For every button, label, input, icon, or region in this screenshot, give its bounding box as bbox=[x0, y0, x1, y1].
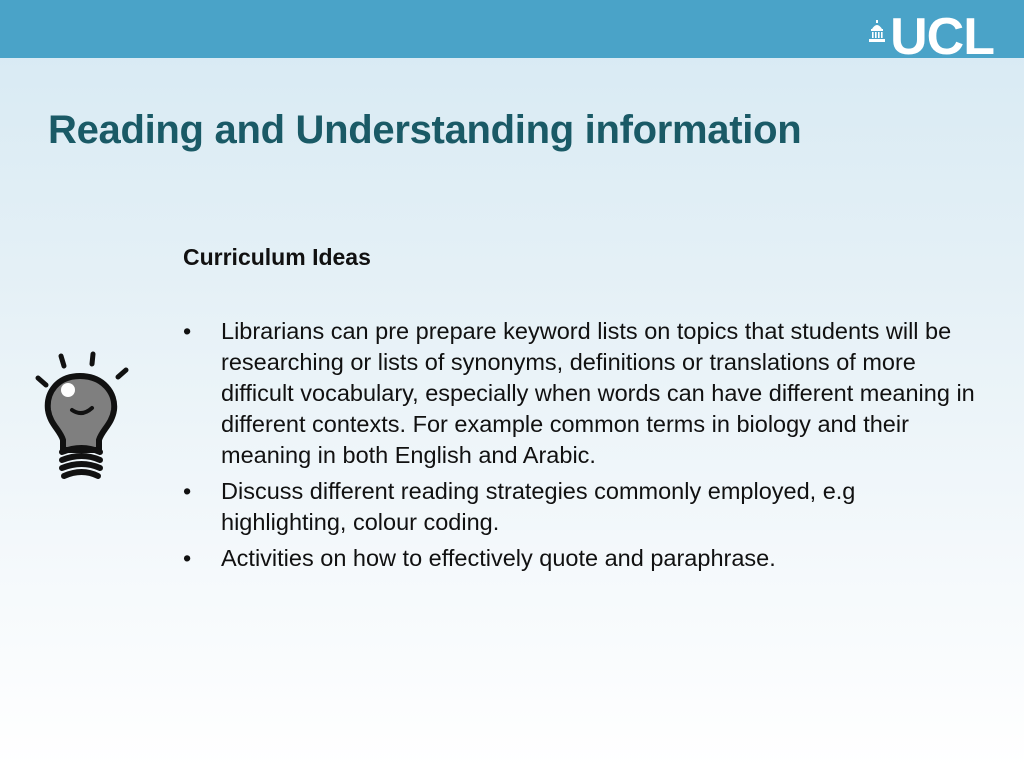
bullet-marker: • bbox=[183, 545, 192, 571]
bullet-marker: • bbox=[183, 478, 192, 504]
bullet-text: Discuss different reading strategies commonly employed, e.g highlighting, colour coding. bbox=[221, 478, 856, 535]
bullet-list bbox=[183, 316, 983, 579]
bullet-marker: • bbox=[183, 318, 192, 344]
portico-dome-icon bbox=[868, 20, 886, 42]
lightbulb-icon bbox=[32, 348, 132, 484]
slide-title: Reading and Understanding information bbox=[48, 108, 802, 152]
bullet-item bbox=[183, 316, 983, 471]
ucl-logo bbox=[868, 16, 994, 58]
bullet-item bbox=[183, 476, 983, 538]
logo-text: UCL bbox=[890, 16, 994, 58]
bullet-text: Activities on how to effectively quote and paraphrase. bbox=[221, 545, 776, 571]
bullet-text: Librarians can pre prepare keyword lists on topics that students will be researching or lists of synonyms, definitions or translations of more difficult vocabulary, especially when words can have different meaning in different contexts. For example common terms in biology and their meaning in both English and Arabic. bbox=[221, 318, 975, 468]
slide-subheading: Curriculum Ideas bbox=[183, 244, 371, 270]
bullet-item bbox=[183, 543, 983, 574]
